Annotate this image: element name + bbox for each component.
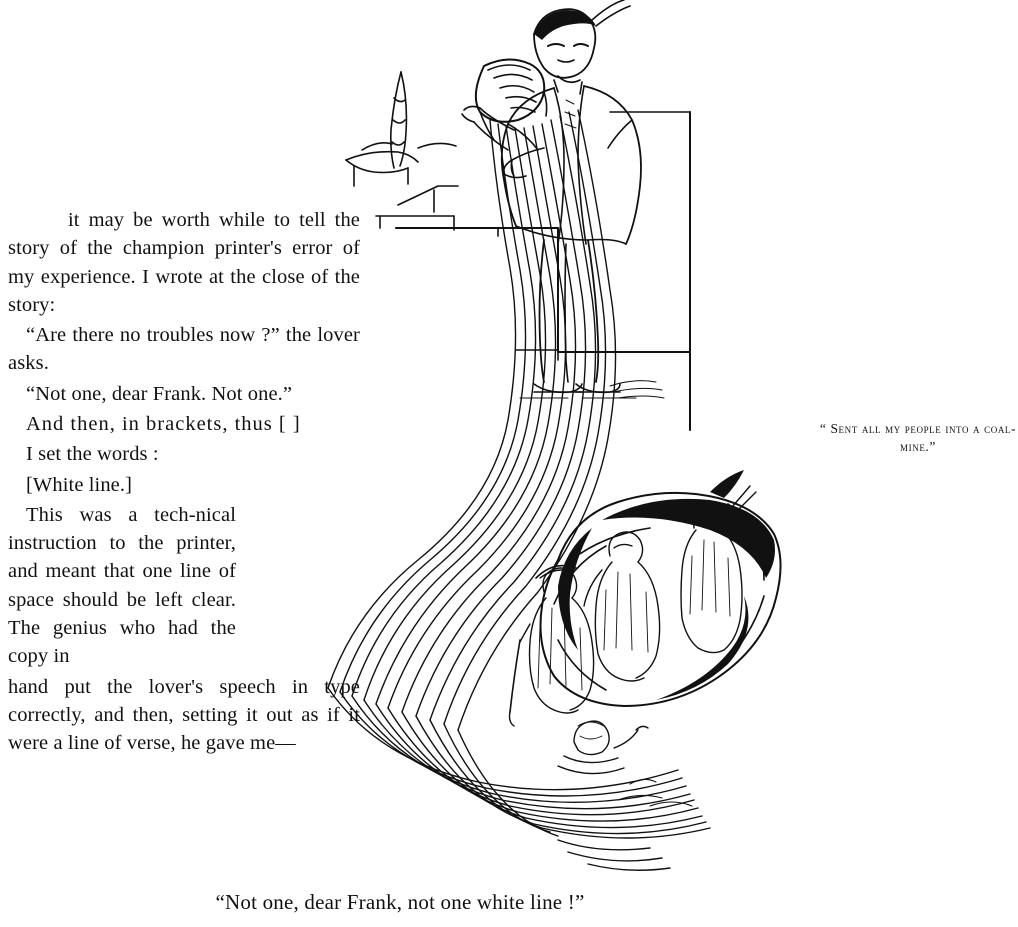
paragraph-6: [White line.]: [26, 473, 133, 496]
illustration-caption: “ Sent all my people into a coal-mine.”: [819, 421, 1017, 455]
paragraph-3: “Not one, dear Frank. Not one.”: [26, 382, 293, 405]
paragraph-1: it may be worth while to tell the story of the champion printer's error of my experience. I wrote at the close of the story:: [8, 209, 360, 316]
closing-quote-line: “Not one, dear Frank, not one white line !”: [215, 890, 585, 914]
paragraph-5: I set the words :: [26, 443, 159, 466]
paragraph-7: This was a tech-nical instruction to the printer, and meant that one line of space should be left clear. The genius who had the copy in: [8, 503, 236, 668]
paragraph-7-continued: hand put the lover's speech in type correctly, and then, setting it out as if it were a line of verse, he gave me—: [8, 675, 360, 755]
body-text-column: [8, 206, 360, 759]
paragraph-4: And then, in brackets, thus [ ]: [26, 412, 301, 435]
paragraph-2: “Are there no troubles now ?” the lover asks.: [8, 324, 360, 375]
